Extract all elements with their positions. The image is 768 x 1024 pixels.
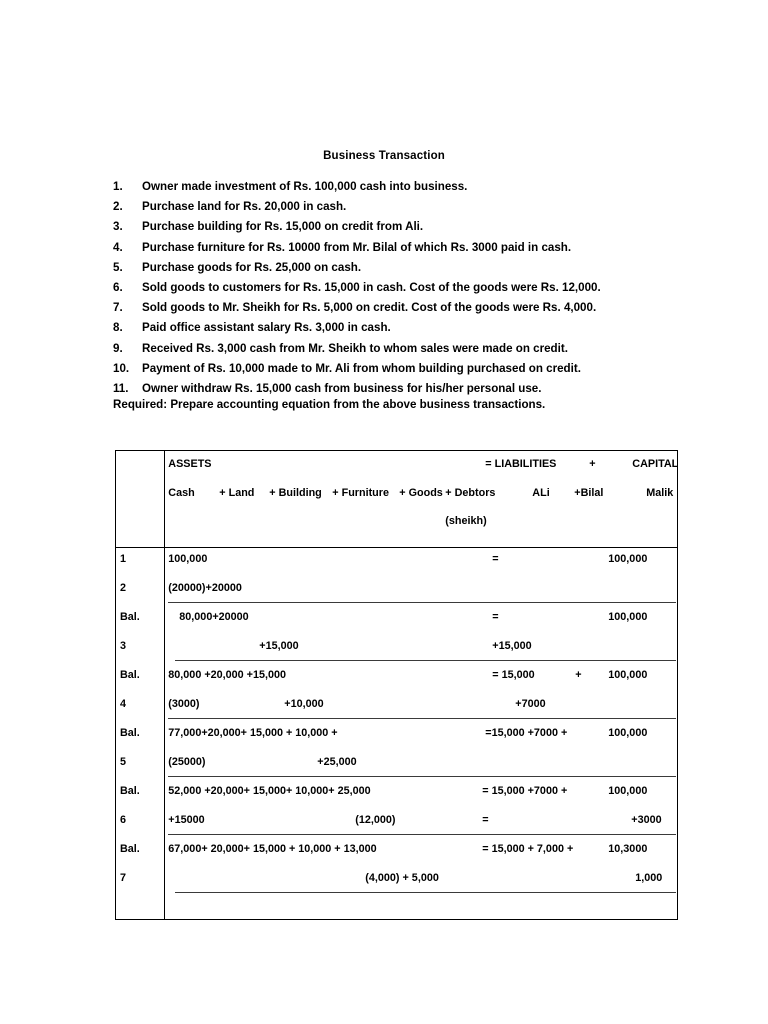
row-underline <box>168 776 676 777</box>
transaction-text: Payment of Rs. 10,000 made to Mr. Ali from whom building purchased on credit. <box>142 361 581 375</box>
row-values <box>165 693 677 722</box>
table-cell: (20000)+20000 <box>168 582 242 594</box>
row-values <box>165 606 677 635</box>
transaction-item <box>113 342 713 362</box>
table-row <box>116 780 677 809</box>
table-cell: 100,000 <box>608 785 648 797</box>
table-cell: +10,000 <box>284 698 324 710</box>
transaction-text: Paid office assistant salary Rs. 3,000 in cash. <box>142 321 391 335</box>
row-label: Bal. <box>120 669 140 681</box>
table-cell: +15,000 <box>259 640 299 652</box>
row-label: Bal. <box>120 727 140 739</box>
row-values <box>165 867 677 896</box>
row-values <box>165 548 677 577</box>
table-cell: 77,000+20,000+ 15,000 + 10,000 + <box>168 727 338 739</box>
transaction-number: 8. <box>113 321 123 335</box>
table-cell: 10,3000 <box>608 843 648 855</box>
transaction-number: 10. <box>113 361 130 375</box>
transaction-item <box>113 362 713 382</box>
table-cell: +7000 <box>515 698 546 710</box>
header-equals-liabilities: = LIABILITIES <box>485 458 557 470</box>
table-cell: = <box>492 553 499 565</box>
row-values <box>165 751 677 780</box>
header-sheikh: (sheikh) <box>445 515 487 527</box>
table-cell: +15000 <box>168 814 205 826</box>
table-row <box>116 838 677 867</box>
table-row <box>116 809 677 838</box>
row-label: 5 <box>120 756 127 768</box>
row-values <box>165 809 677 838</box>
row-underline <box>175 892 676 893</box>
row-label: 3 <box>120 640 127 652</box>
header-capital: CAPITAL <box>632 458 679 470</box>
table-cell: =15,000 +7000 + <box>485 727 568 739</box>
table-cell: 100,000 <box>168 553 208 565</box>
table-cell: (25000) <box>168 756 206 768</box>
table-cell: + <box>575 669 582 681</box>
transaction-number: 5. <box>113 260 123 274</box>
table-cell: (12,000) <box>355 814 396 826</box>
table-cell: 80,000+20000 <box>179 611 249 623</box>
transaction-item <box>113 281 713 301</box>
transaction-number: 9. <box>113 341 123 355</box>
transaction-number: 11. <box>113 381 129 395</box>
transaction-text: Purchase furniture for Rs. 10000 from Mr. Bilal of which Rs. 3000 paid in cash. <box>142 240 572 254</box>
table-row <box>116 635 677 664</box>
header-cash: Cash <box>168 487 195 499</box>
row-underline <box>168 718 676 719</box>
table-cell: = 15,000 +7000 + <box>482 785 568 797</box>
transaction-item <box>113 261 713 281</box>
transaction-number: 1. <box>113 180 123 193</box>
row-values <box>165 635 677 664</box>
table-row <box>116 577 677 606</box>
transaction-text: Owner made investment of Rs. 100,000 cash into business. <box>142 180 468 193</box>
table-cell: 100,000 <box>608 727 648 739</box>
table-cell: = 15,000 <box>492 669 535 681</box>
table-cell: 67,000+ 20,000+ 15,000 + 10,000 + 13,000 <box>168 843 377 855</box>
transaction-text: Received Rs. 3,000 cash from Mr. Sheikh to whom sales were made on credit. <box>142 341 568 355</box>
transaction-text: Purchase land for Rs. 20,000 in cash. <box>142 200 347 214</box>
row-label: Bal. <box>120 785 140 797</box>
transaction-list <box>113 180 713 402</box>
header-furniture: + Furniture <box>332 487 389 499</box>
transaction-text: Purchase building for Rs. 15,000 on credit from Ali. <box>142 220 424 234</box>
table-cell: 52,000 +20,000+ 15,000+ 10,000+ 25,000 <box>168 785 371 797</box>
table-row <box>116 606 677 635</box>
table-header <box>165 451 677 547</box>
header-bilal: +Bilal <box>574 487 604 499</box>
row-label: Bal. <box>120 611 140 623</box>
row-label: Bal. <box>120 843 140 855</box>
row-underline <box>168 834 676 835</box>
row-values <box>165 577 677 606</box>
table-cell: 100,000 <box>608 611 648 623</box>
table-cell: = <box>492 611 499 623</box>
row-values <box>165 722 677 751</box>
header-goods: + Goods <box>399 487 443 499</box>
transaction-number: 4. <box>113 240 123 254</box>
header-row-3 <box>165 515 677 531</box>
transaction-item <box>113 241 713 261</box>
table-row <box>116 693 677 722</box>
table-cell: +15,000 <box>492 640 532 652</box>
transaction-item <box>113 301 713 321</box>
transaction-item <box>113 321 713 341</box>
transaction-text: Owner withdraw Rs. 15,000 cash from business for his/her personal use. <box>142 381 542 395</box>
header-ali: ALi <box>532 487 550 499</box>
table-cell: +25,000 <box>317 756 357 768</box>
header-building: + Building <box>269 487 322 499</box>
row-underline <box>168 602 676 603</box>
header-row-2 <box>165 487 677 503</box>
header-row-1 <box>165 458 677 474</box>
header-assets: ASSETS <box>168 458 212 470</box>
row-label: 6 <box>120 814 127 826</box>
row-underline <box>175 660 676 661</box>
row-label: 1 <box>120 553 127 565</box>
table-cell: 80,000 +20,000 +15,000 <box>168 669 286 681</box>
row-label: 7 <box>120 872 127 884</box>
table-cell: 100,000 <box>608 669 648 681</box>
table-cell: = 15,000 + 7,000 + <box>482 843 574 855</box>
header-land: + Land <box>219 487 255 499</box>
transaction-item <box>113 220 713 240</box>
transaction-text: Purchase goods for Rs. 25,000 on cash. <box>142 260 362 274</box>
row-values <box>165 664 677 693</box>
table-row <box>116 722 677 751</box>
transaction-text: Sold goods to customers for Rs. 15,000 in cash. Cost of the goods were Rs. 12,000. <box>142 280 601 294</box>
table-cell: = <box>482 814 489 826</box>
table-row <box>116 867 677 896</box>
transaction-item <box>113 200 713 220</box>
row-label: 4 <box>120 698 127 710</box>
row-label: 2 <box>120 582 127 594</box>
table-row <box>116 664 677 693</box>
table-cell: +3000 <box>631 814 662 826</box>
table-body <box>116 548 677 919</box>
transaction-item <box>113 180 713 200</box>
header-plus: + <box>589 458 596 470</box>
transaction-text: Sold goods to Mr. Sheikh for Rs. 5,000 on credit. Cost of the goods were Rs. 4,000. <box>142 301 597 315</box>
page-title: Business Transaction <box>323 150 445 162</box>
table-cell: (4,000) + 5,000 <box>365 872 439 884</box>
table-row <box>116 751 677 780</box>
transaction-number: 3. <box>113 220 123 234</box>
row-values <box>165 780 677 809</box>
table-cell: 100,000 <box>608 553 648 565</box>
transaction-number: 6. <box>113 280 123 294</box>
required-instruction: Required: Prepare accounting equation from the above business transactions. <box>113 398 546 411</box>
row-values <box>165 838 677 867</box>
header-malik: Malik <box>646 487 674 499</box>
table-row <box>116 548 677 577</box>
transaction-number: 7. <box>113 301 123 315</box>
table-cell: (3000) <box>168 698 200 710</box>
header-debtors: + Debtors <box>445 487 496 499</box>
table-cell: 1,000 <box>635 872 663 884</box>
accounting-equation-table <box>115 450 678 920</box>
transaction-number: 2. <box>113 200 123 214</box>
